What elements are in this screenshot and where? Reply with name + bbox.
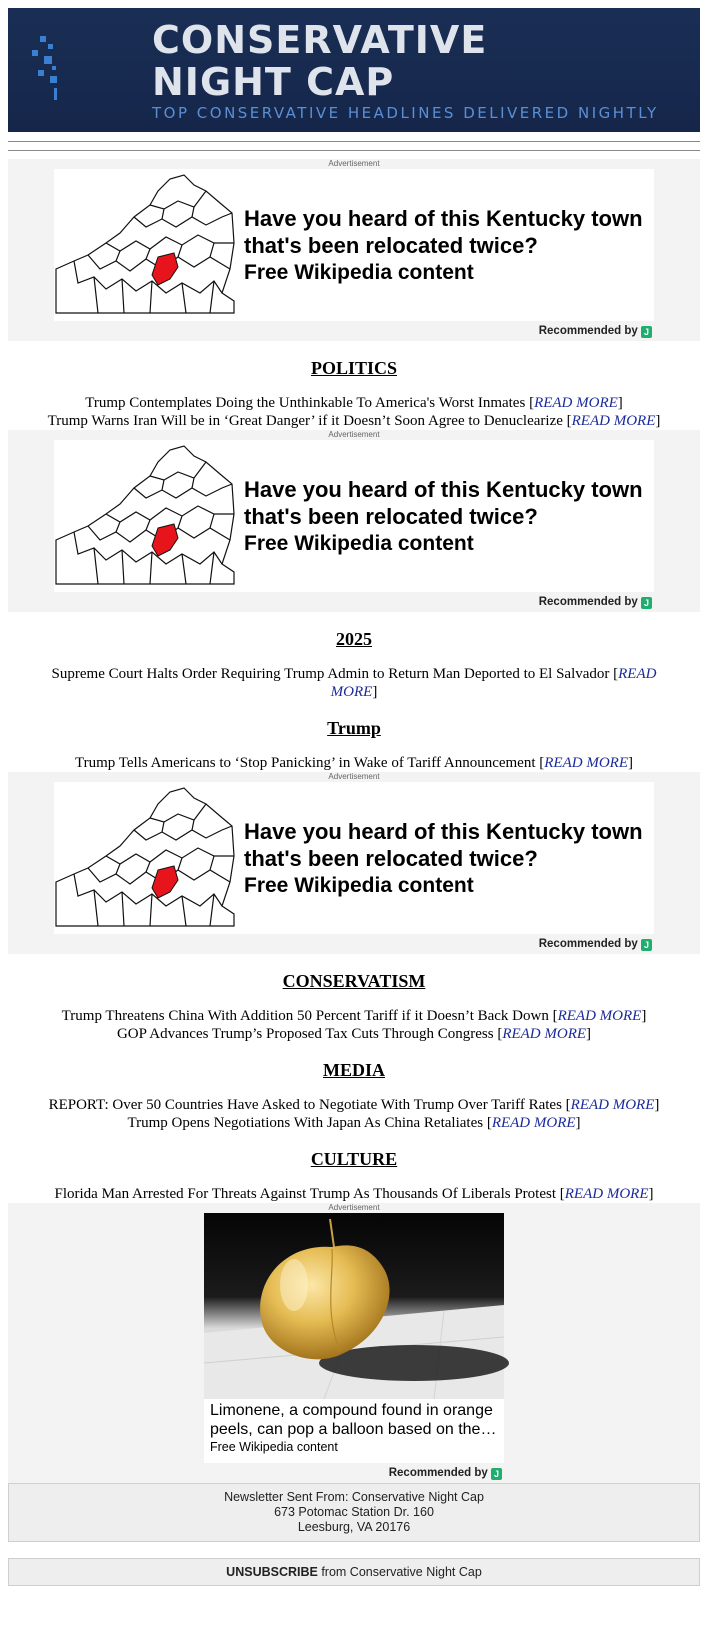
news-item: GOP Advances Trump’s Proposed Tax Cuts Through Congress [READ MORE] bbox=[116, 1026, 592, 1042]
banner-title-line2: NIGHT CAP bbox=[152, 60, 395, 104]
ad-headline[interactable] bbox=[210, 1401, 500, 1455]
news-item: Trump Tells Americans to ‘Stop Panicking’ in Wake of Tariff Announcement [READ MORE] bbox=[74, 755, 633, 771]
news-headline: Trump Opens Negotiations With Japan As China Retaliates bbox=[127, 1115, 484, 1131]
divider bbox=[8, 141, 700, 142]
ad-headline[interactable] bbox=[244, 818, 654, 899]
recommended-by-text: Recommended by bbox=[538, 325, 638, 337]
advertisement-block[interactable] bbox=[8, 159, 700, 341]
recommended-by[interactable] bbox=[8, 321, 700, 341]
footer-city: Leesburg, VA 20176 bbox=[297, 1520, 411, 1534]
news-headline: Trump Contemplates Doing the Unthinkable To America's Worst Inmates bbox=[85, 395, 526, 411]
footer-sender: Newsletter Sent From: Conservative Night Cap bbox=[224, 1490, 484, 1504]
jubna-logo-icon: J bbox=[641, 326, 652, 338]
recommended-by[interactable] bbox=[8, 1463, 700, 1483]
section-title: 2025 bbox=[336, 629, 372, 649]
recommended-by-text: Recommended by bbox=[388, 1467, 488, 1479]
kentucky-map-icon bbox=[54, 786, 236, 930]
ad-source: Free Wikipedia content bbox=[244, 874, 474, 897]
recommended-by[interactable] bbox=[8, 934, 700, 954]
ad-headline-text: Have you heard of this Kentucky town that's been relocated twice? bbox=[244, 819, 643, 871]
newsletter bbox=[8, 8, 700, 1586]
kentucky-map-icon bbox=[54, 444, 236, 588]
read-more-link[interactable]: READ MORE bbox=[570, 1097, 655, 1113]
section-title: Trump bbox=[327, 718, 381, 738]
banner-tagline: TOP CONSERVATIVE HEADLINES DELIVERED NIGHTLY bbox=[152, 104, 659, 122]
news-item: Trump Threatens China With Addition 50 Percent Tariff if it Doesn’t Back Down [READ MORE] bbox=[61, 1008, 647, 1024]
divider bbox=[8, 150, 700, 151]
section-media bbox=[8, 1059, 700, 1132]
news-headline: REPORT: Over 50 Countries Have Asked to Negotiate With Trump Over Tariff Rates bbox=[48, 1097, 562, 1113]
news-headline: GOP Advances Trump’s Proposed Tax Cuts Through Congress bbox=[116, 1026, 494, 1042]
unsubscribe-bar bbox=[8, 1558, 700, 1586]
news-item: Trump Opens Negotiations With Japan As China Retaliates [READ MORE] bbox=[127, 1115, 581, 1131]
news-item: REPORT: Over 50 Countries Have Asked to Negotiate With Trump Over Tariff Rates [READ MORE] bbox=[48, 1097, 660, 1113]
read-more-link[interactable]: READ MORE bbox=[544, 755, 628, 771]
ad-source: Free Wikipedia content bbox=[244, 261, 474, 284]
advertisement-block[interactable] bbox=[8, 1203, 700, 1483]
section-title: CONSERVATISM bbox=[282, 971, 426, 991]
ad-headline[interactable] bbox=[244, 476, 654, 557]
news-headline: Trump Warns Iran Will be in ‘Great Danger’ if it Doesn’t Soon Agree to Denuclearize bbox=[47, 413, 563, 429]
ad-label: Advertisement bbox=[328, 159, 380, 168]
section-2025 bbox=[8, 628, 700, 701]
banner-pixel-decoration bbox=[24, 36, 60, 106]
read-more-link[interactable]: READ MORE bbox=[571, 413, 656, 429]
unsubscribe-link[interactable]: UNSUBSCRIBE bbox=[226, 1565, 318, 1579]
unsubscribe-text: from Conservative Night Cap bbox=[317, 1565, 482, 1579]
read-more-link[interactable]: READ MORE bbox=[491, 1115, 576, 1131]
section-conservatism bbox=[8, 970, 700, 1043]
jubna-logo-icon: J bbox=[641, 939, 652, 951]
ad-card[interactable] bbox=[54, 169, 654, 321]
kentucky-map-icon bbox=[54, 173, 236, 317]
section-culture bbox=[8, 1148, 700, 1203]
read-more-link[interactable]: READ MORE bbox=[502, 1026, 587, 1042]
advertisement-block[interactable] bbox=[8, 772, 700, 954]
recommended-by[interactable] bbox=[8, 592, 700, 612]
read-more-link[interactable]: READ MORE bbox=[330, 666, 657, 700]
recommended-by-text: Recommended by bbox=[538, 596, 638, 608]
ad-card[interactable] bbox=[204, 1213, 504, 1463]
news-headline: Trump Threatens China With Addition 50 Percent Tariff if it Doesn’t Back Down bbox=[61, 1008, 549, 1024]
read-more-link[interactable]: READ MORE bbox=[534, 395, 618, 411]
ad-headline-text: Have you heard of this Kentucky town that's been relocated twice? bbox=[244, 477, 643, 529]
footer-address: 673 Potomac Station Dr. 160 bbox=[274, 1505, 434, 1519]
news-item: Supreme Court Halts Order Requiring Trump Admin to Return Man Deported to El Salvador [READ MORE] bbox=[51, 666, 657, 700]
news-headline: Supreme Court Halts Order Requiring Trump Admin to Return Man Deported to El Salvador bbox=[51, 666, 610, 682]
section-politics bbox=[8, 357, 700, 430]
ad-headline-text: Have you heard of this Kentucky town that's been relocated twice? bbox=[244, 206, 643, 258]
advertisement-block[interactable] bbox=[8, 430, 700, 612]
read-more-link[interactable]: READ MORE bbox=[557, 1008, 642, 1024]
ad-headline[interactable] bbox=[244, 205, 654, 286]
news-headline: Trump Tells Americans to ‘Stop Panicking’ in Wake of Tariff Announcement bbox=[74, 755, 536, 771]
ad-image[interactable] bbox=[204, 1213, 504, 1399]
ad-label: Advertisement bbox=[328, 430, 380, 439]
news-item: Trump Contemplates Doing the Unthinkable To America's Worst Inmates [READ MORE] bbox=[85, 395, 623, 411]
jubna-logo-icon: J bbox=[641, 597, 652, 609]
ad-card[interactable] bbox=[54, 440, 654, 592]
newsletter-footer bbox=[8, 1483, 700, 1542]
header-banner[interactable] bbox=[8, 8, 700, 132]
read-more-link[interactable]: READ MORE bbox=[564, 1186, 649, 1202]
section-trump bbox=[8, 717, 700, 772]
news-headline: Florida Man Arrested For Threats Against Trump As Thousands Of Liberals Protest bbox=[54, 1186, 557, 1202]
balloon-image-icon bbox=[204, 1213, 504, 1399]
jubna-logo-icon: J bbox=[491, 1468, 502, 1480]
ad-source: Free Wikipedia content bbox=[210, 1440, 338, 1454]
section-title: MEDIA bbox=[323, 1060, 385, 1080]
banner-title-line1: CONSERVATIVE bbox=[152, 18, 488, 62]
ad-label: Advertisement bbox=[328, 1203, 380, 1212]
recommended-by-text: Recommended by bbox=[538, 938, 638, 950]
ad-card[interactable] bbox=[54, 782, 654, 934]
section-title: CULTURE bbox=[310, 1149, 398, 1169]
ad-headline-text: Limonene, a compound found in orange peels, can pop a balloon based on the… bbox=[210, 1402, 497, 1438]
ad-source: Free Wikipedia content bbox=[244, 532, 474, 555]
news-item: Florida Man Arrested For Threats Against Trump As Thousands Of Liberals Protest [READ MORE] bbox=[54, 1186, 654, 1202]
ad-label: Advertisement bbox=[328, 772, 380, 781]
news-item: Trump Warns Iran Will be in ‘Great Danger’ if it Doesn’t Soon Agree to Denuclearize [READ MORE] bbox=[47, 413, 661, 429]
section-title: POLITICS bbox=[310, 358, 398, 378]
